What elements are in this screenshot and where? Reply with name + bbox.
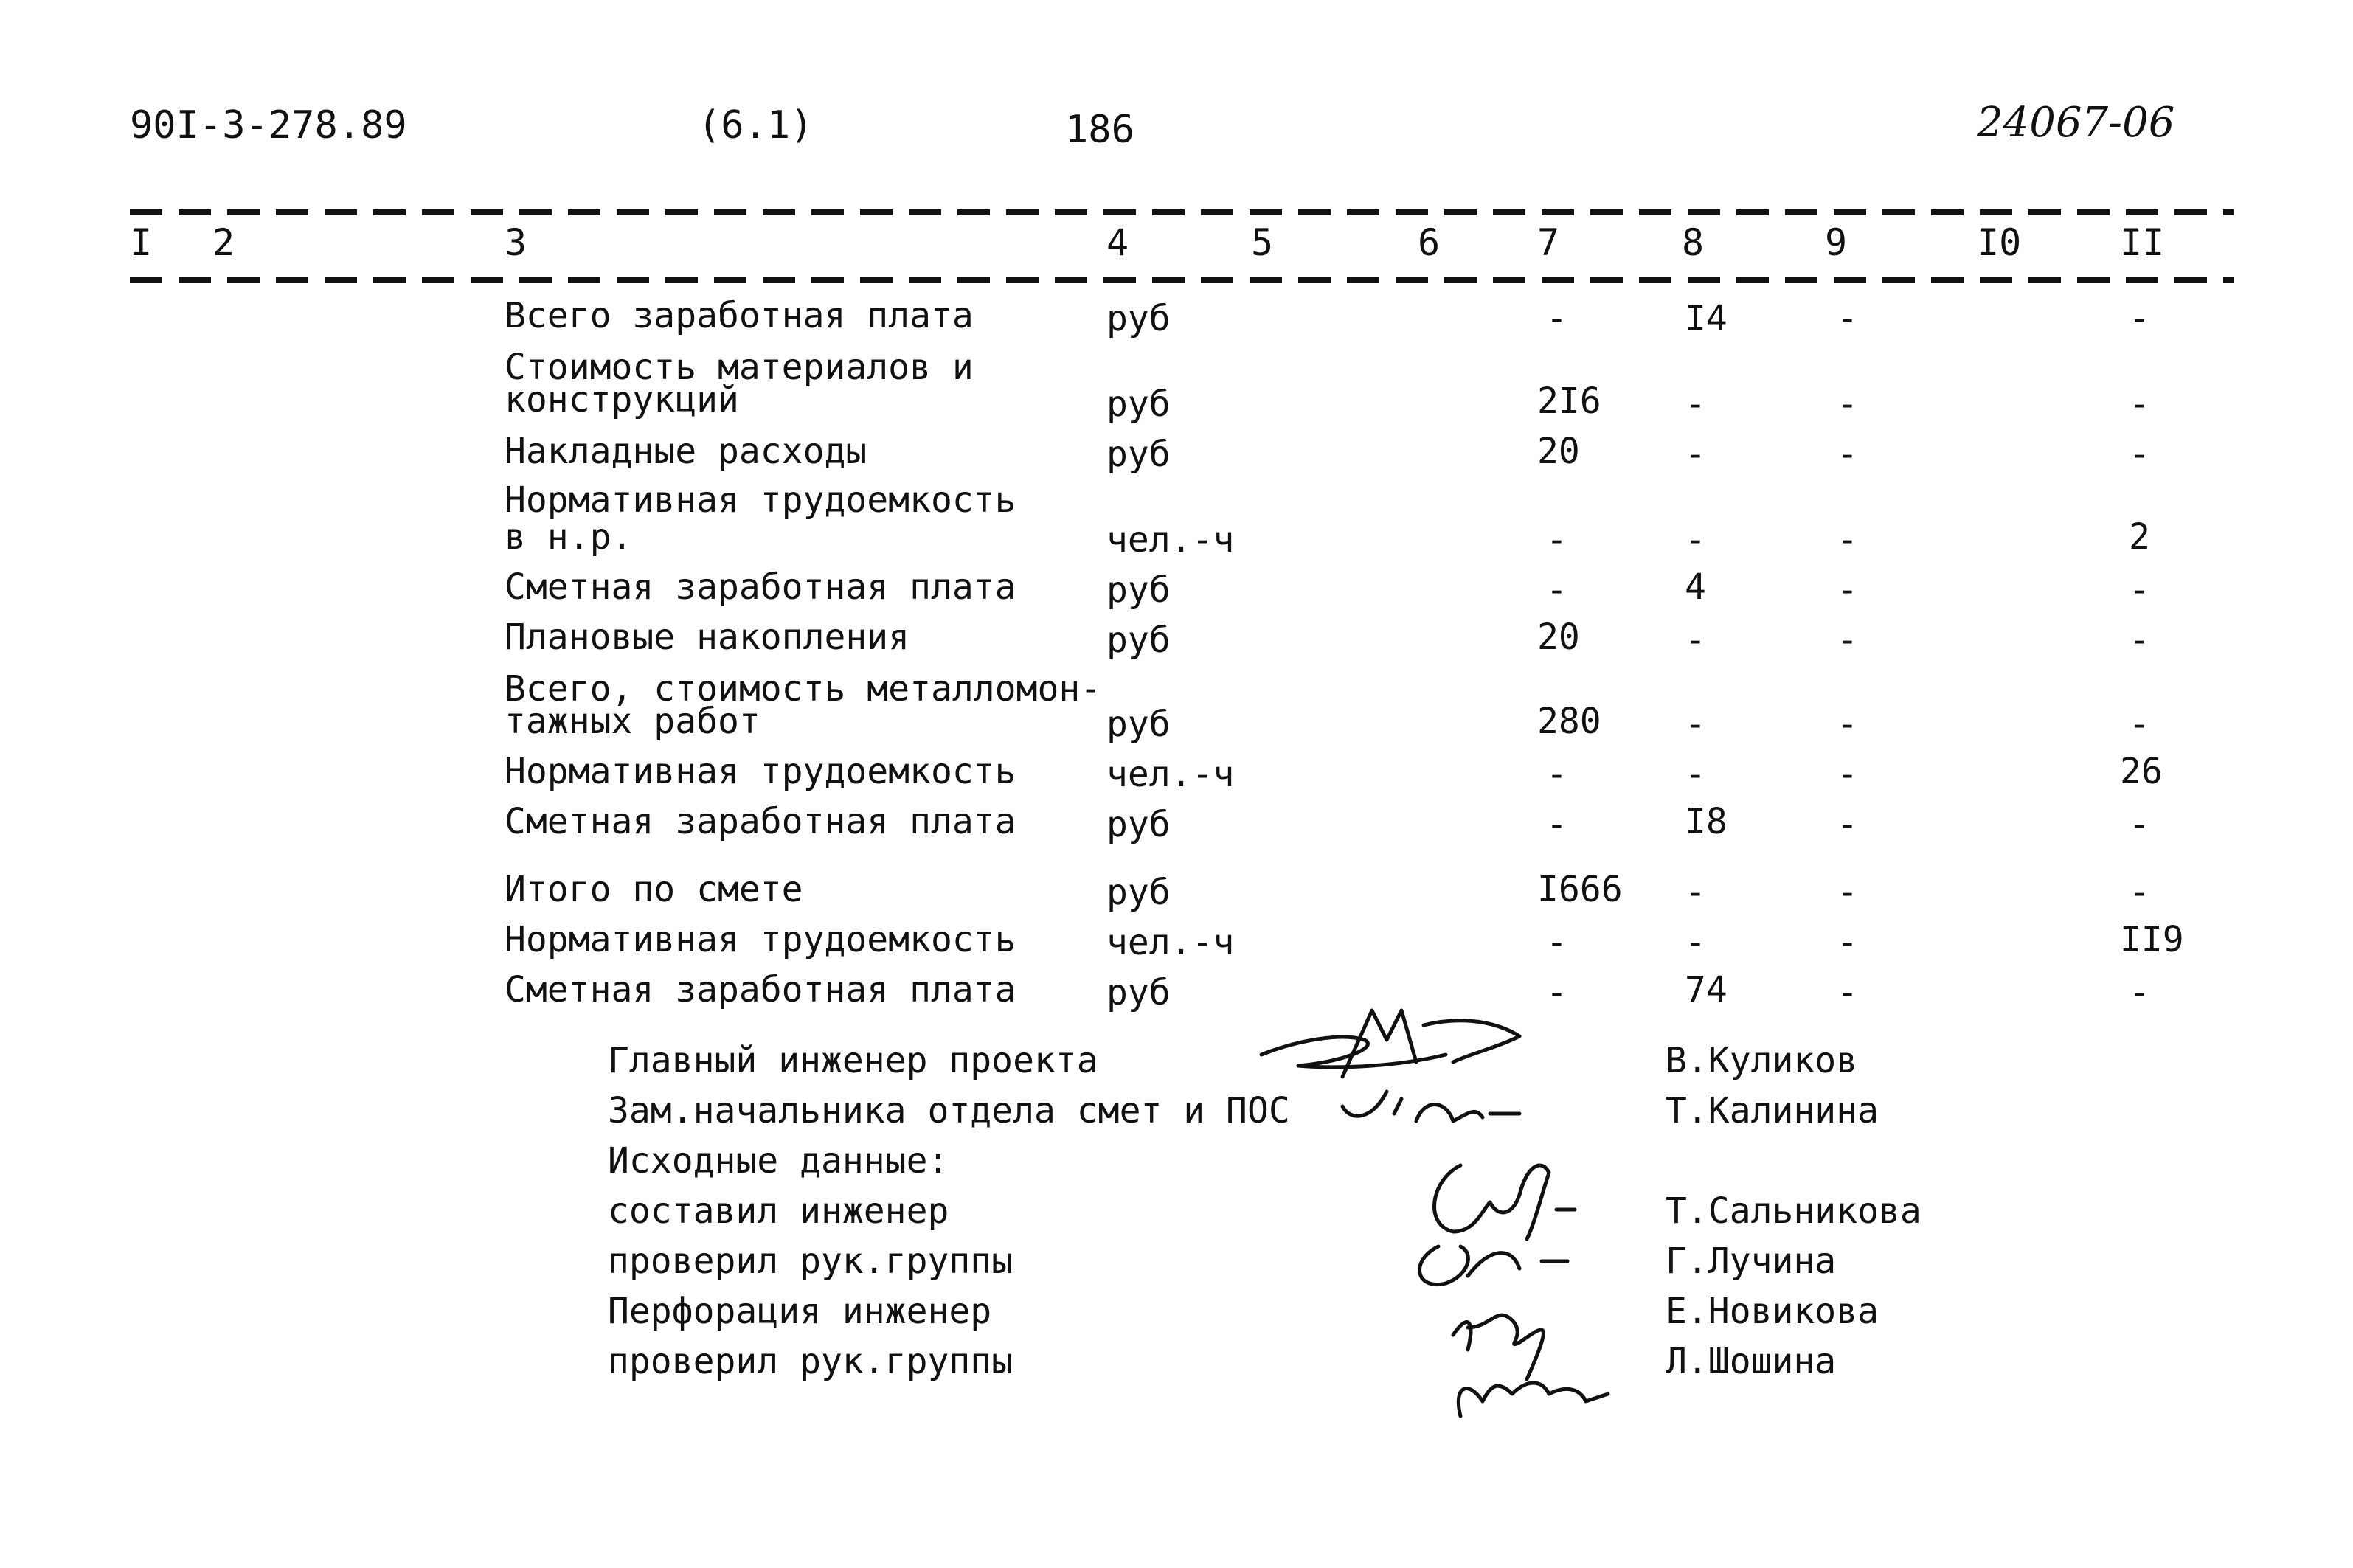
signature-person: Г.Лучина (1666, 1241, 1837, 1282)
column-number: I (130, 221, 153, 264)
col7-cell: - (1546, 569, 1567, 611)
col8-cell: - (1685, 754, 1706, 795)
unit-cell: руб (1106, 434, 1171, 475)
col9-cell: - (1837, 620, 1858, 661)
unit-cell: руб (1106, 620, 1171, 661)
item-name: Сметная заработная плата (505, 566, 1016, 608)
col9-cell: - (1837, 434, 1858, 475)
header-rule-top (130, 209, 2234, 215)
item-name: Плановые накопления (505, 617, 910, 658)
column-number: 9 (1825, 221, 1848, 264)
col8-cell: I8 (1685, 801, 1728, 842)
signature-person: Л.Шошина (1666, 1341, 1837, 1382)
item-name: Сметная заработная плата (505, 801, 1016, 842)
handwritten-signature (1254, 996, 1534, 1084)
page-number: 186 (1065, 108, 1134, 152)
col11-cell: - (2129, 972, 2150, 1013)
unit-cell: руб (1106, 298, 1171, 339)
unit-cell: руб (1106, 972, 1171, 1013)
col11-cell: 2 (2129, 516, 2150, 558)
unit-cell: чел.-ч (1106, 519, 1235, 561)
col11-cell: - (2129, 804, 2150, 845)
signature-role: проверил рук.группы (608, 1241, 1013, 1282)
unit-cell: руб (1106, 384, 1171, 425)
col8-cell: - (1685, 922, 1706, 963)
handwritten-signature (1438, 1291, 1623, 1423)
col11-cell: - (2129, 434, 2150, 475)
signature-role: Главный инженер проекта (608, 1040, 1098, 1081)
col8-cell: - (1685, 704, 1706, 745)
col7-cell: I666 (1537, 869, 1623, 910)
col7-cell: 280 (1537, 701, 1601, 742)
column-number: 5 (1251, 221, 1274, 264)
col8-cell: - (1685, 434, 1706, 475)
col7-cell: 20 (1537, 617, 1580, 658)
col7-cell: - (1546, 972, 1567, 1013)
column-number: 2 (212, 221, 235, 264)
document-code: 90I-3-278.89 (130, 103, 407, 148)
col9-cell: - (1837, 754, 1858, 795)
col8-cell: 74 (1685, 969, 1728, 1010)
col8-cell: - (1685, 384, 1706, 425)
col11-cell: - (2129, 384, 2150, 425)
col9-cell: - (1837, 384, 1858, 425)
handwritten-signature (1335, 1084, 1527, 1136)
signature-person: Е.Новикова (1666, 1291, 1879, 1332)
col9-cell: - (1837, 519, 1858, 561)
col11-cell: - (2129, 704, 2150, 745)
column-number: I0 (1977, 221, 2022, 264)
col11-cell: - (2129, 872, 2150, 913)
signature-section-label: Исходные данные: (608, 1140, 949, 1182)
item-name: Всего, стоимость металломон- (505, 668, 1102, 710)
col7-cell: - (1546, 754, 1567, 795)
item-name: Итого по смете (505, 869, 803, 910)
column-number: 4 (1106, 221, 1129, 264)
unit-cell: руб (1106, 569, 1171, 611)
item-name: Накладные расходы (505, 431, 867, 472)
item-name: Нормативная трудоемкость (505, 479, 1016, 521)
item-name: Нормативная трудоемкость (505, 919, 1016, 960)
col7-cell: - (1546, 922, 1567, 963)
header-rule-bottom (130, 277, 2234, 283)
col8-cell: - (1685, 620, 1706, 661)
col11-cell: - (2129, 620, 2150, 661)
column-number: 6 (1418, 221, 1441, 264)
col11-cell: II9 (2120, 919, 2184, 960)
col11-cell: - (2129, 569, 2150, 611)
unit-cell: руб (1106, 704, 1171, 745)
item-name-continued: тажных работ (505, 701, 760, 742)
handwritten-signature (1401, 1232, 1579, 1298)
signature-role: составил инженер (608, 1190, 949, 1232)
inventory-number: 24067-06 (1977, 99, 2175, 147)
unit-cell: чел.-ч (1106, 754, 1235, 795)
column-number: 8 (1682, 221, 1705, 264)
item-name-continued: конструкций (505, 379, 739, 420)
col9-cell: - (1837, 872, 1858, 913)
col7-cell: - (1546, 298, 1567, 339)
col7-cell: 20 (1537, 431, 1580, 472)
col9-cell: - (1837, 704, 1858, 745)
unit-cell: чел.-ч (1106, 922, 1235, 963)
item-name: Всего заработная плата (505, 295, 974, 336)
signature-role: Зам.начальника отдела смет и ПОС (608, 1090, 1290, 1131)
signature-person: Т.Калинина (1666, 1090, 1879, 1131)
item-name: Нормативная трудоемкость (505, 751, 1016, 792)
col8-cell: - (1685, 519, 1706, 561)
col8-cell: 4 (1685, 566, 1706, 608)
signature-person: В.Куликов (1666, 1040, 1858, 1081)
signature-person: Т.Сальникова (1666, 1190, 1921, 1232)
column-number: II (2120, 221, 2165, 264)
col9-cell: - (1837, 569, 1858, 611)
col8-cell: - (1685, 872, 1706, 913)
unit-cell: руб (1106, 804, 1171, 845)
item-name-continued: в н.р. (505, 516, 633, 558)
col8-cell: I4 (1685, 298, 1728, 339)
item-name: Сметная заработная плата (505, 969, 1016, 1010)
col9-cell: - (1837, 972, 1858, 1013)
col7-cell: 2I6 (1537, 381, 1601, 422)
unit-cell: руб (1106, 872, 1171, 913)
item-name: Стоимость материалов и (505, 347, 974, 388)
signature-role: проверил рук.группы (608, 1341, 1013, 1382)
col9-cell: - (1837, 922, 1858, 963)
col7-cell: - (1546, 519, 1567, 561)
col7-cell: - (1546, 804, 1567, 845)
signature-role: Перфорация инженер (608, 1291, 992, 1332)
column-number: 7 (1537, 221, 1560, 264)
section-number: (6.1) (698, 103, 814, 148)
col11-cell: 26 (2120, 751, 2163, 792)
col9-cell: - (1837, 298, 1858, 339)
column-number: 3 (505, 221, 527, 264)
col9-cell: - (1837, 804, 1858, 845)
col11-cell: - (2129, 298, 2150, 339)
